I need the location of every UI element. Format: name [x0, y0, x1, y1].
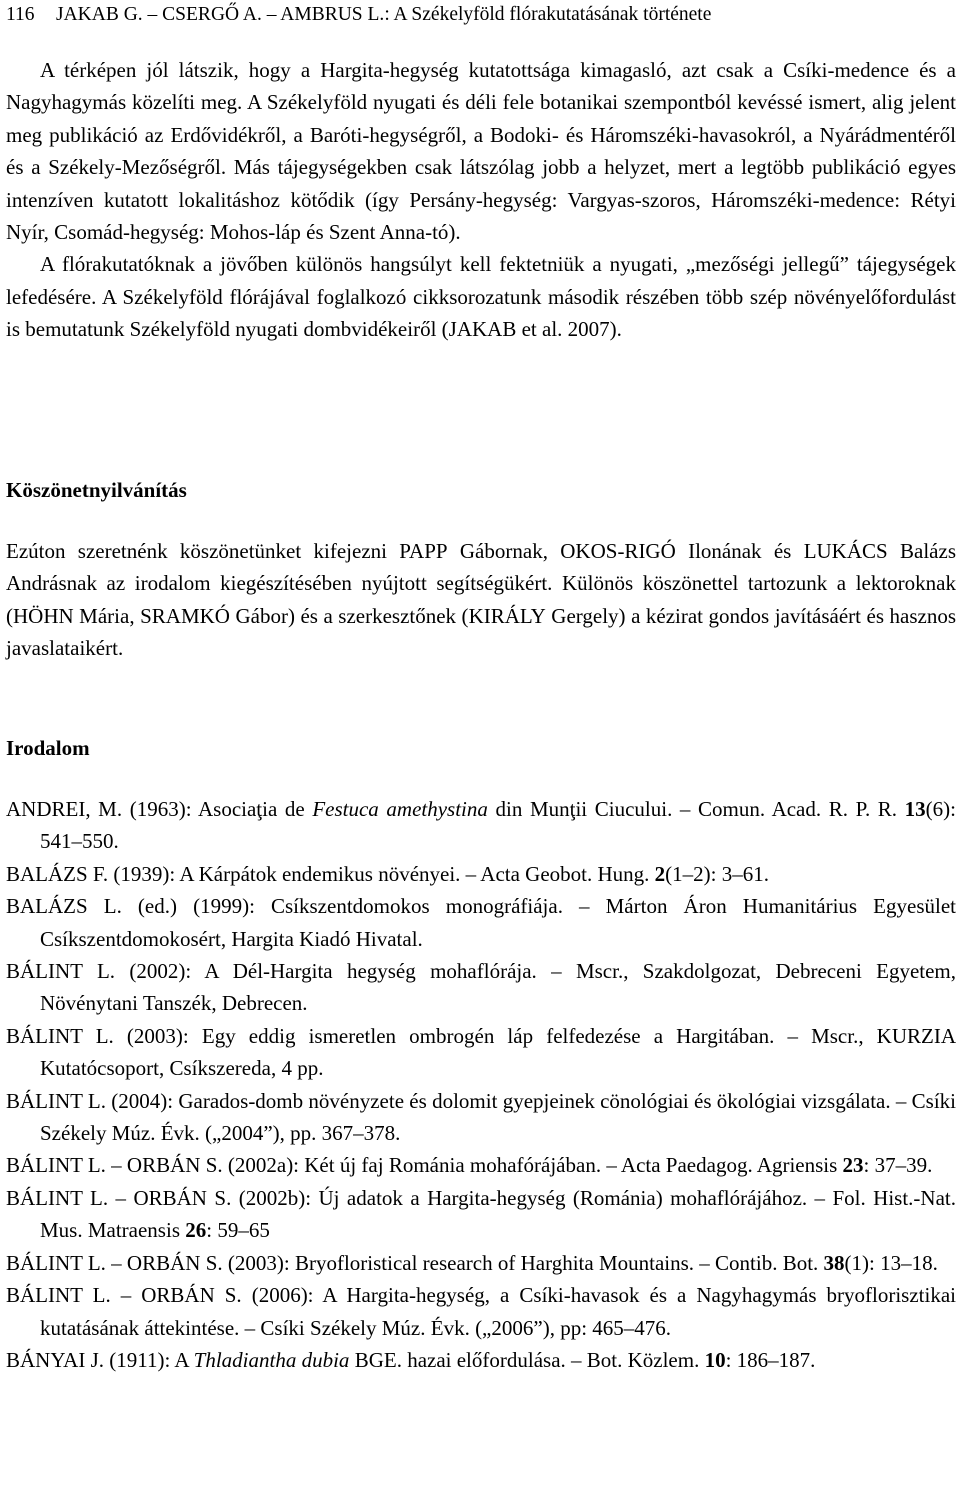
- reference-a: (1963): Asociaţia de: [122, 797, 313, 821]
- reference-c: : 37–39.: [863, 1153, 933, 1178]
- header-authors: JAKAB G. – CSERGŐ A. – AMBRUS L.: [56, 4, 385, 25]
- reference-i: Thladiantha dubia: [193, 1347, 350, 1372]
- reference-bold: 38: [823, 1250, 845, 1275]
- ack-name: KIRÁLY: [468, 603, 546, 628]
- reference-bold: 26: [185, 1218, 207, 1243]
- ack-name: OKOS-RIGÓ: [560, 539, 676, 563]
- reference-b: din Munţii Ciucului. – Comun. Acad. R. P. R.: [487, 797, 905, 821]
- reference-a: (2006): A Hargita-hegység, a Csíki-havasok és a Nagyhagymás bryoflorisztikai kutatásának áttekintése. – Csíki Székely Múz. Évk. („2006”), pp: 465–476.: [40, 1283, 957, 1340]
- reference-a: (ed.) (1999): Csíkszentdomokos monográfiája. – Márton Áron Humanitárius Egyesület Csíkszentdomokosért, Hargita Kiadó Hivatal.: [40, 894, 956, 951]
- reference-c: : 186–187.: [725, 1347, 816, 1372]
- ack-name: LUKÁCS: [803, 539, 888, 563]
- reference-i: Festuca amethystina: [312, 797, 488, 821]
- reference-bold: 13: [904, 797, 926, 821]
- reference-bold: 23: [842, 1153, 864, 1178]
- reference-author: BALÁZS F.: [6, 861, 109, 886]
- reference-item: [6, 955, 956, 1020]
- main-text: [6, 54, 956, 346]
- page-number: 116: [6, 4, 35, 25]
- reference-item: [6, 1085, 956, 1150]
- references-section: [6, 732, 956, 1376]
- reference-c: (6): 541–550.: [40, 797, 956, 854]
- ack-text: Ilonának és: [675, 539, 804, 563]
- reference-a: (2002b): Új adatok a Hargita-hegység (Románia) mohaflórájához. – Fol. Hist.-Nat. Mus. Matraensis: [40, 1185, 956, 1243]
- reference-a: (1939): A Kárpátok endemikus növényei. – Acta Geobot. Hung.: [108, 861, 655, 886]
- reference-item: [6, 1149, 956, 1181]
- reference-a: (2003): Egy eddig ismeretlen ombrogén láp felfedezése a Hargitában. – Mscr., KURZIA Kutatócsoport, Csíkszereda, 4 pp.: [40, 1023, 957, 1081]
- reference-author: BÁLINT L.: [6, 1023, 114, 1048]
- ack-name: SRAMKÓ: [140, 603, 230, 628]
- reference-author: BÁLINT L. – ORBÁN S.: [6, 1153, 223, 1178]
- paragraph-2-author: JAKAB: [448, 317, 517, 342]
- reference-item: [6, 1020, 956, 1085]
- reference-author: BÁLINT L. – ORBÁN S.: [6, 1250, 223, 1275]
- reference-bold: 10: [704, 1347, 726, 1372]
- paragraph-2-text-a: A flórakutatóknak a jövőben különös hangsúlyt kell fektetniük a nyugati, „mezőségi jellegű” tájegységek lefedésére. A Székelyföld flórájával foglalkozó cikksorozatunk második részében több szép növényelőfordulást is bemutatunk Székelyföld nyugati dombvidékeiről (: [6, 252, 956, 342]
- ack-text: Ezúton szeretnénk köszönetünket kifejezni: [6, 539, 400, 563]
- reference-author: BÁLINT L. – ORBÁN S.: [6, 1185, 232, 1210]
- reference-bold: 2: [654, 861, 666, 886]
- reference-c: : 59–65: [206, 1218, 270, 1243]
- ack-name: PAPP: [399, 539, 448, 563]
- ack-text: Mária,: [73, 603, 141, 628]
- reference-a: (2002): A Dél-Hargita hegység mohaflórája. – Mscr., Szakdolgozat, Debreceni Egyetem, Növénytani Tanszék, Debrecen.: [40, 959, 957, 1016]
- acknowledgements-section: [6, 474, 956, 665]
- ack-name: HÖHN: [13, 603, 74, 628]
- reference-item: [6, 793, 956, 858]
- acknowledgements-text: [6, 535, 956, 665]
- reference-author: BALÁZS L.: [6, 894, 122, 919]
- reference-author: BÁLINT L. – ORBÁN S.: [6, 1283, 242, 1308]
- reference-list: [6, 793, 956, 1376]
- reference-author: ANDREI, M.: [6, 797, 123, 821]
- reference-item: [6, 1279, 956, 1344]
- paragraph-2: [6, 248, 956, 345]
- ack-text: Gábornak,: [447, 539, 561, 563]
- ack-text: Gábor) és a szerkesztőnek (: [229, 603, 469, 628]
- ack-text: Gergely) a kézirat gondos javításáért és hasznos javaslataikért.: [6, 603, 956, 661]
- reference-item: [6, 1247, 956, 1279]
- reference-a: (2004): Garados-domb növényzete és dolomit gyepjeinek cönológiai és ökológiai vizsgálata. – Csíki Székely Múz. Évk. („2004”), pp. 367–378.: [40, 1088, 956, 1146]
- reference-c: (1): 13–18.: [844, 1250, 938, 1275]
- reference-a: (1911): A: [104, 1347, 194, 1372]
- reference-a: (2002a): Két új faj Románia mohafórájában. – Acta Paedagog. Agriensis: [222, 1153, 843, 1178]
- reference-item: [6, 1182, 956, 1247]
- ack-text: Balázs Andrásnak az irodalom kiegészítésében nyújtott segítségükért. Különös köszönettel tartozunk a lektoroknak (: [6, 539, 956, 628]
- acknowledgements-heading: Köszönetnyilvánítás: [6, 478, 187, 502]
- reference-b: hazai előfordulása. – Bot. Közlem.: [401, 1347, 705, 1372]
- paragraph-2-text-b: et al. 2007).: [516, 317, 622, 342]
- reference-author: BÁNYAI J.: [6, 1347, 105, 1372]
- reference-a: (2003): Bryofloristical research of Harghita Mountains. – Contib. Bot.: [222, 1250, 824, 1275]
- reference-author: BÁLINT L.: [6, 959, 116, 984]
- reference-authority: BGE.: [349, 1347, 402, 1372]
- paragraph-1: A térképen jól látszik, hogy a Hargita-hegység kutatottsága kimagasló, azt csak a Csíki-medence és a Nagyhagymás közelíti meg. A Székelyföld nyugati és déli fele botanikai szempontból kevéssé ismert, alig jelent meg publikáció az Erdővidékről, a Baróti-hegységről, a Bodoki- és Háromszéki-havasokról, a Nyárádmentéről és a Székely-Mezőségről. Más tájegységekben csak látszólag jobb a helyzet, mert a legtöbb publikáció egyes intenzíven kutatott lokalitáshoz kötődik (így Persány-hegység: Vargyas-szoros, Háromszéki-medence: Rétyi Nyír, Csomád-hegység: Mohos-láp és Szent Anna-tó).: [6, 58, 956, 245]
- reference-c: (1–2): 3–61.: [665, 861, 769, 886]
- references-heading: Irodalom: [6, 736, 90, 760]
- reference-author: BÁLINT L.: [6, 1088, 106, 1113]
- running-header: [6, 0, 956, 30]
- reference-item: [6, 858, 956, 890]
- reference-item: [6, 890, 956, 955]
- header-title: : A Székelyföld flórakutatásának története: [384, 4, 712, 25]
- reference-item: [6, 1344, 956, 1376]
